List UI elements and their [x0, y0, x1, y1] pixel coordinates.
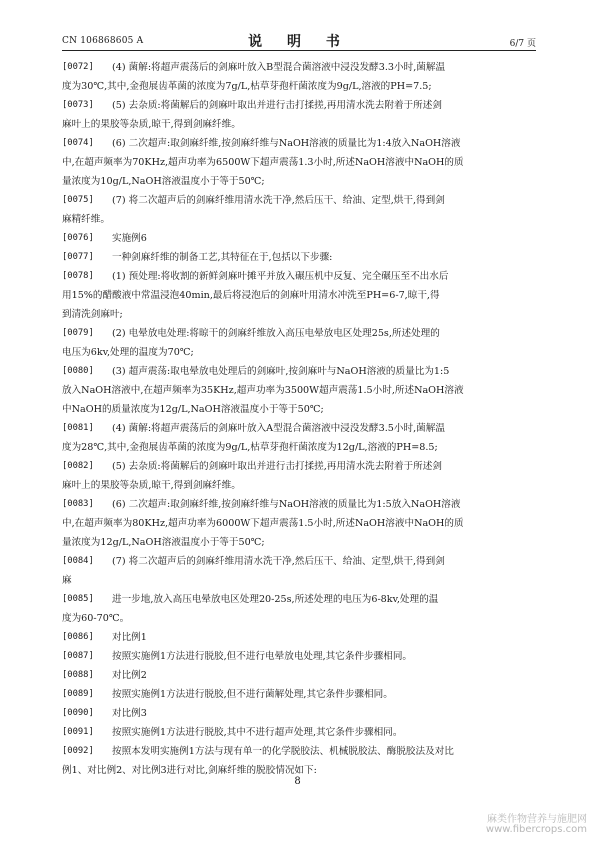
paragraph-text-line: 进一步地,放入高压电晕放电区处理20-25s,所述处理的电压为6-8kv,处理的温: [112, 594, 439, 605]
paragraph-text-line: (5) 去杂质:将菌解后的剑麻叶取出并进行击打揉搓,再用清水洗去附着于所述剑: [112, 461, 442, 472]
paragraph-text-line: 按照实施例1方法进行脱胶,其中不进行超声处理,其它条件步骤相同。: [112, 727, 403, 738]
paragraph-text-line: 电压为6kv,处理的温度为70℃;: [62, 347, 194, 358]
document-body: [62, 58, 536, 780]
paragraph-number: [0090]: [62, 708, 94, 718]
paragraph-text-line: 麻: [62, 575, 72, 586]
paragraph: [62, 590, 536, 628]
paragraph: [62, 685, 536, 704]
paragraph: [62, 191, 536, 229]
paragraph-number: [0077]: [62, 252, 94, 262]
paragraph: [62, 267, 536, 324]
paragraph: [62, 647, 536, 666]
paragraph-text-line: (7) 将二次超声后的剑麻纤维用清水洗干净,然后压干、给油、定型,烘干,得到剑: [112, 556, 445, 567]
paragraph-text-line: 按照本发明实施例1方法与现有单一的化学脱胶法、机械脱胶法、酶脱胶法及对比: [112, 746, 454, 757]
paragraph-text-line: (4) 菌解:将超声震荡后的剑麻叶放入B型混合菌溶液中浸没发酵3.3小时,菌解温: [112, 62, 446, 73]
paragraph-text-line: 中,在超声频率为80KHz,超声功率为6000W下超声震荡1.5小时,所述NaOH溶液中NaOH的质: [62, 518, 464, 529]
paragraph: [62, 419, 536, 457]
paragraph-number: [0073]: [62, 100, 94, 110]
paragraph-text-line: 到清洗剑麻叶;: [62, 309, 123, 320]
paragraph: [62, 134, 536, 191]
paragraph-text-line: (7) 将二次超声后的剑麻纤维用清水洗干净,然后压干、给油、定型,烘干,得到剑: [112, 195, 445, 206]
paragraph-number: [0072]: [62, 62, 94, 72]
paragraph-text-line: 度为60-70℃。: [62, 613, 130, 624]
paragraph-text-line: 对比例2: [112, 670, 147, 681]
paragraph-text-line: 麻精纤维。: [62, 214, 110, 225]
paragraph-text-line: 对比例1: [112, 632, 147, 643]
paragraph: [62, 723, 536, 742]
paragraph: [62, 552, 536, 590]
paragraph: [62, 96, 536, 134]
paragraph-number: [0074]: [62, 138, 94, 148]
paragraph-number: [0078]: [62, 271, 94, 281]
page-number: 8: [294, 776, 301, 787]
paragraph-number: [0087]: [62, 651, 94, 661]
paragraph-text-line: 按照实施例1方法进行脱胶,但不进行电晕放电处理,其它条件步骤相同。: [112, 651, 413, 662]
paragraph-text-line: 度为30℃,其中,金孢展齿革菌的浓度为7g/L,枯草芽孢杆菌浓度为9g/L,溶液的PH=7.5;: [62, 81, 432, 92]
paragraph: [62, 362, 536, 419]
paragraph-number: [0081]: [62, 423, 94, 433]
paragraph: [62, 742, 536, 780]
paragraph-number: [0091]: [62, 727, 94, 737]
page-reference: 6/7 页: [509, 39, 536, 49]
paragraph-number: [0083]: [62, 499, 94, 509]
paragraph-text-line: 度为28℃,其中,金孢展齿革菌的浓度为9g/L,枯草芽孢杆菌浓度为12g/L,溶液的PH=8.5;: [62, 442, 438, 453]
paragraph-number: [0084]: [62, 556, 94, 566]
paragraph-text-line: 例1、对比例2、对比例3进行对比,剑麻纤维的脱胶情况如下:: [62, 765, 317, 776]
paragraph-text-line: 用15%的醋酸液中常温浸泡40min,最后将浸泡后的剑麻叶用清水冲洗至PH=6-7,晾干,得: [62, 290, 440, 301]
paragraph-text-line: 中,在超声频率为70KHz,超声功率为6500W下超声震荡1.3小时,所述NaOH溶液中NaOH的质: [62, 157, 464, 168]
paragraph: [62, 628, 536, 647]
paragraph-text-line: 按照实施例1方法进行脱胶,但不进行菌解处理,其它条件步骤相同。: [112, 689, 393, 700]
paragraph: [62, 58, 536, 96]
paragraph-text-line: 量浓度为12g/L,NaOH溶液温度小于等于50℃;: [62, 537, 265, 548]
paragraph-number: [0088]: [62, 670, 94, 680]
patent-number: CN 106868605 A: [62, 36, 144, 46]
paragraph: [62, 457, 536, 495]
paragraph-number: [0082]: [62, 461, 94, 471]
paragraph-number: [0080]: [62, 366, 94, 376]
paragraph-number: [0089]: [62, 689, 94, 699]
paragraph-number: [0079]: [62, 328, 94, 338]
document-title: 说 明 书: [248, 34, 350, 50]
paragraph-text-line: 量浓度为10g/L,NaOH溶液温度小于等于50℃;: [62, 176, 265, 187]
paragraph-number: [0086]: [62, 632, 94, 642]
paragraph: [62, 229, 536, 248]
paragraph: [62, 495, 536, 552]
page-header: [62, 30, 536, 51]
paragraph-text-line: (6) 二次超声:取剑麻纤维,按剑麻纤维与NaOH溶液的质量比为1:4放入NaOH溶液: [112, 138, 461, 149]
paragraph-number: [0076]: [62, 233, 94, 243]
paragraph-number: [0092]: [62, 746, 94, 756]
paragraph-text-line: 对比例3: [112, 708, 147, 719]
paragraph-text-line: (1) 预处理:将收割的新鲜剑麻叶摊平并放入碾压机中反复、完全碾压至不出水后: [112, 271, 449, 282]
paragraph-text-line: 麻叶上的果胶等杂质,晾干,得到剑麻纤维。: [62, 119, 241, 130]
paragraph-number: [0085]: [62, 594, 94, 604]
paragraph-text-line: (3) 超声震荡:取电晕放电处理后的剑麻叶,按剑麻叶与NaOH溶液的质量比为1:5: [112, 366, 450, 377]
paragraph-text-line: (2) 电晕放电处理:将晾干的剑麻纤维放入高压电晕放电区处理25s,所述处理的: [112, 328, 440, 339]
paragraph: [62, 666, 536, 685]
paragraph-text-line: (4) 菌解:将超声震荡后的剑麻叶放入A型混合菌溶液中浸没发酵3.5小时,菌解温: [112, 423, 445, 434]
paragraph: [62, 324, 536, 362]
paragraph-text-line: 实施例6: [112, 233, 147, 244]
paragraph-text-line: (6) 二次超声:取剑麻纤维,按剑麻纤维与NaOH溶液的质量比为1:5放入NaOH溶液: [112, 499, 461, 510]
watermark-url: www.fibercrops.com: [485, 824, 587, 835]
paragraph-text-line: (5) 去杂质:将菌解后的剑麻叶取出并进行击打揉搓,再用清水洗去附着于所述剑: [112, 100, 442, 111]
paragraph-text-line: 中NaOH的质量浓度为12g/L,NaOH溶液温度小于等于50℃;: [62, 404, 324, 415]
paragraph-text-line: 一种剑麻纤维的制备工艺,其特征在于,包括以下步骤:: [112, 252, 333, 263]
paragraph-text-line: 放入NaOH溶液中,在超声频率为35KHz,超声功率为3500W超声震荡1.5小时,所述NaOH溶液: [62, 385, 464, 396]
watermark-site-name: 麻类作物营养与施肥网: [487, 814, 587, 825]
paragraph: [62, 704, 536, 723]
paragraph: [62, 248, 536, 267]
paragraph-number: [0075]: [62, 195, 94, 205]
paragraph-text-line: 麻叶上的果胶等杂质,晾干,得到剑麻纤维。: [62, 480, 241, 491]
